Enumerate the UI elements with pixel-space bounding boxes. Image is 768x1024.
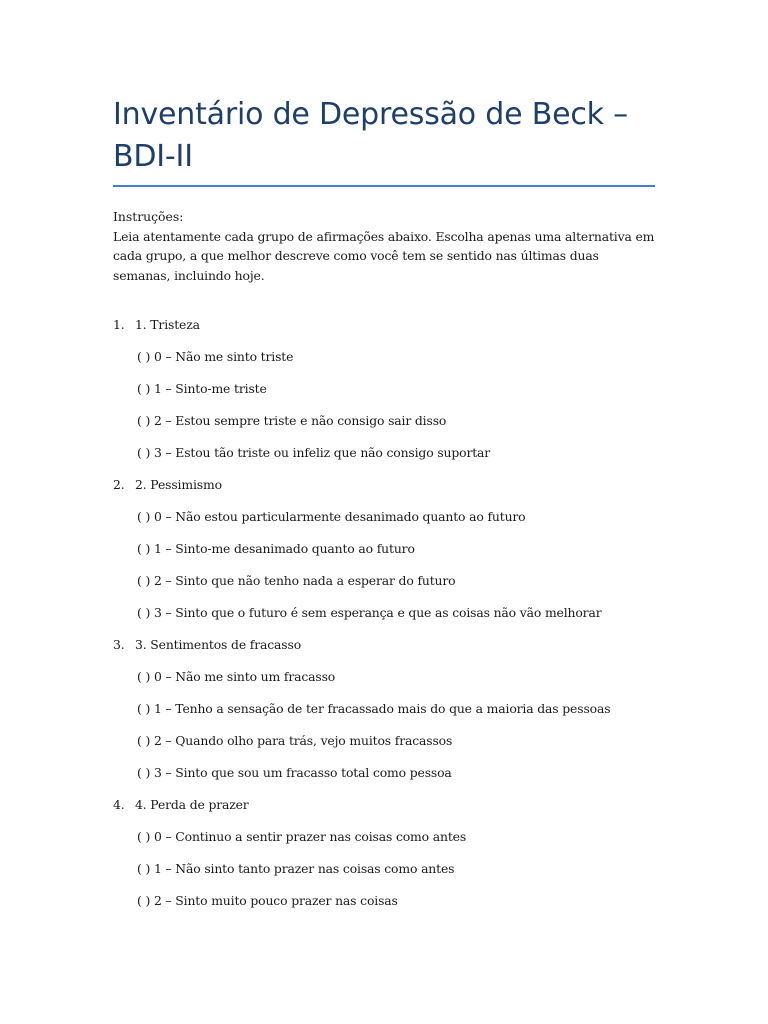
document-page [113,94,655,925]
question-heading [113,317,655,349]
answer-option[interactable]: ( ) 1 – Não sinto tanto prazer nas coisas como antes [137,861,455,876]
question-item [113,317,655,477]
question-number: 2. [113,477,125,492]
instructions-label: Instruções: [113,209,184,224]
question-label: 4. Perda de prazer [135,797,249,812]
answer-option[interactable]: ( ) 1 – Sinto-me triste [137,381,267,396]
answer-option[interactable]: ( ) 2 – Estou sempre triste e não consigo sair disso [137,413,447,428]
instructions-block [113,207,655,285]
question-number: 4. [113,797,125,812]
answer-option[interactable]: ( ) 1 – Tenho a sensação de ter fracassado mais do que a maioria das pessoas [137,701,611,716]
question-label: 3. Sentimentos de fracasso [135,637,302,652]
question-number: 3. [113,637,125,652]
question-item [113,477,655,637]
question-heading [113,637,655,669]
question-item [113,797,655,925]
answer-option[interactable]: ( ) 0 – Não me sinto triste [137,349,294,364]
question-label: 1. Tristeza [135,317,200,332]
answer-option[interactable]: ( ) 1 – Sinto-me desanimado quanto ao futuro [137,541,415,556]
question-list [113,317,655,925]
answer-option[interactable]: ( ) 3 – Sinto que sou um fracasso total como pessoa [137,765,452,780]
question-number: 1. [113,317,125,332]
answer-option[interactable]: ( ) 0 – Não me sinto um fracasso [137,669,336,684]
answer-option[interactable]: ( ) 2 – Sinto que não tenho nada a esperar do futuro [137,573,456,588]
answer-option[interactable]: ( ) 3 – Sinto que o futuro é sem esperança e que as coisas não vão melhorar [137,605,602,620]
instructions-text: Leia atentamente cada grupo de afirmações abaixo. Escolha apenas uma alternativa em cada grupo, a que melhor descreve como você tem se sentido nas últimas duas semanas, incluindo hoje. [113,228,655,283]
answer-option[interactable]: ( ) 0 – Continuo a sentir prazer nas coisas como antes [137,829,467,844]
document-title: Inventário de Depressão de Beck – BDI-II [113,94,655,187]
answer-option[interactable]: ( ) 2 – Sinto muito pouco prazer nas coisas [137,893,398,908]
question-item [113,637,655,797]
question-heading [113,477,655,509]
answer-option[interactable]: ( ) 3 – Estou tão triste ou infeliz que não consigo suportar [137,445,491,460]
answer-option[interactable]: ( ) 2 – Quando olho para trás, vejo muitos fracassos [137,733,453,748]
question-heading [113,797,655,829]
question-label: 2. Pessimismo [135,477,222,492]
answer-option[interactable]: ( ) 0 – Não estou particularmente desanimado quanto ao futuro [137,509,526,524]
